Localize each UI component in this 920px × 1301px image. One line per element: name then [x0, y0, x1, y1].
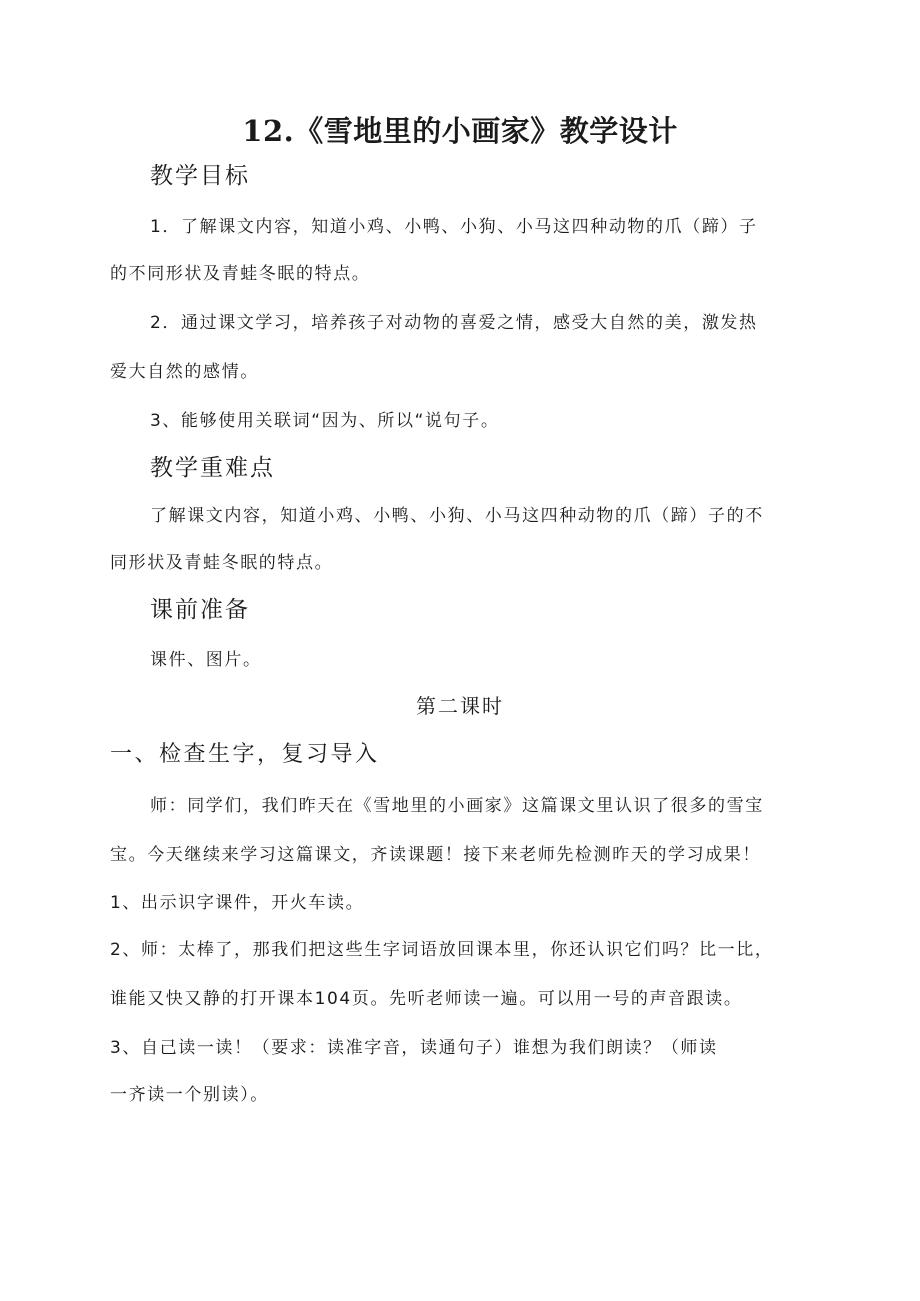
section-1-heading: 一、检查生字，复习导入: [110, 742, 380, 767]
section-1-step-1: 1、出示识字课件，开火车读。: [110, 893, 365, 913]
section-1-step-2-line-2: 谁能又快又静的打开课本104页。先听老师读一遍。可以用一号的声音跟读。: [110, 989, 743, 1009]
key-points-line-1: 了解课文内容，知道小鸡、小鸭、小狗、小马这四种动物的爪（蹄）子的不: [150, 506, 764, 526]
section-1-step-2-line-1: 2、师：太棒了，那我们把这些生字词语放回课本里，你还认识它们吗？比一比，: [110, 940, 774, 960]
page-title: 12.《雪地里的小画家》教学设计: [242, 114, 678, 148]
goal-item-1-line-1: 1．了解课文内容，知道小鸡、小鸭、小狗、小马这四种动物的爪（蹄）子: [150, 217, 758, 237]
goal-item-2-line-2: 爱大自然的感情。: [110, 362, 259, 382]
section-1-intro-line-2: 宝。今天继续来学习这篇课文，齐读课题！接下来老师先检测昨天的学习成果！: [110, 845, 761, 865]
section-1-step-3-line-2: 一齐读一个别读）。: [110, 1085, 269, 1105]
key-points-heading: 教学重难点: [150, 455, 275, 481]
goal-item-1-line-2: 的不同形状及青蛙冬眠的特点。: [110, 264, 371, 284]
section-1-step-3-line-1: 3、自己读一读！（要求：读准字音，读通句子）谁想为我们朗读？（师读: [110, 1038, 718, 1058]
section-1-intro-line-1: 师：同学们，我们昨天在《雪地里的小画家》这篇课文里认识了很多的雪宝: [150, 796, 764, 816]
goal-item-2-line-1: 2．通过课文学习，培养孩子对动物的喜爱之情，感受大自然的美，激发热: [150, 313, 758, 333]
key-points-line-2: 同形状及青蛙冬眠的特点。: [110, 553, 334, 573]
goal-item-3: 3、能够使用关联词“因为、所以“说句子。: [150, 411, 500, 431]
preparation-heading: 课前准备: [150, 597, 250, 623]
goals-heading: 教学目标: [150, 163, 250, 189]
preparation-text: 课件、图片。: [150, 650, 262, 670]
lesson-heading: 第二课时: [416, 694, 504, 718]
